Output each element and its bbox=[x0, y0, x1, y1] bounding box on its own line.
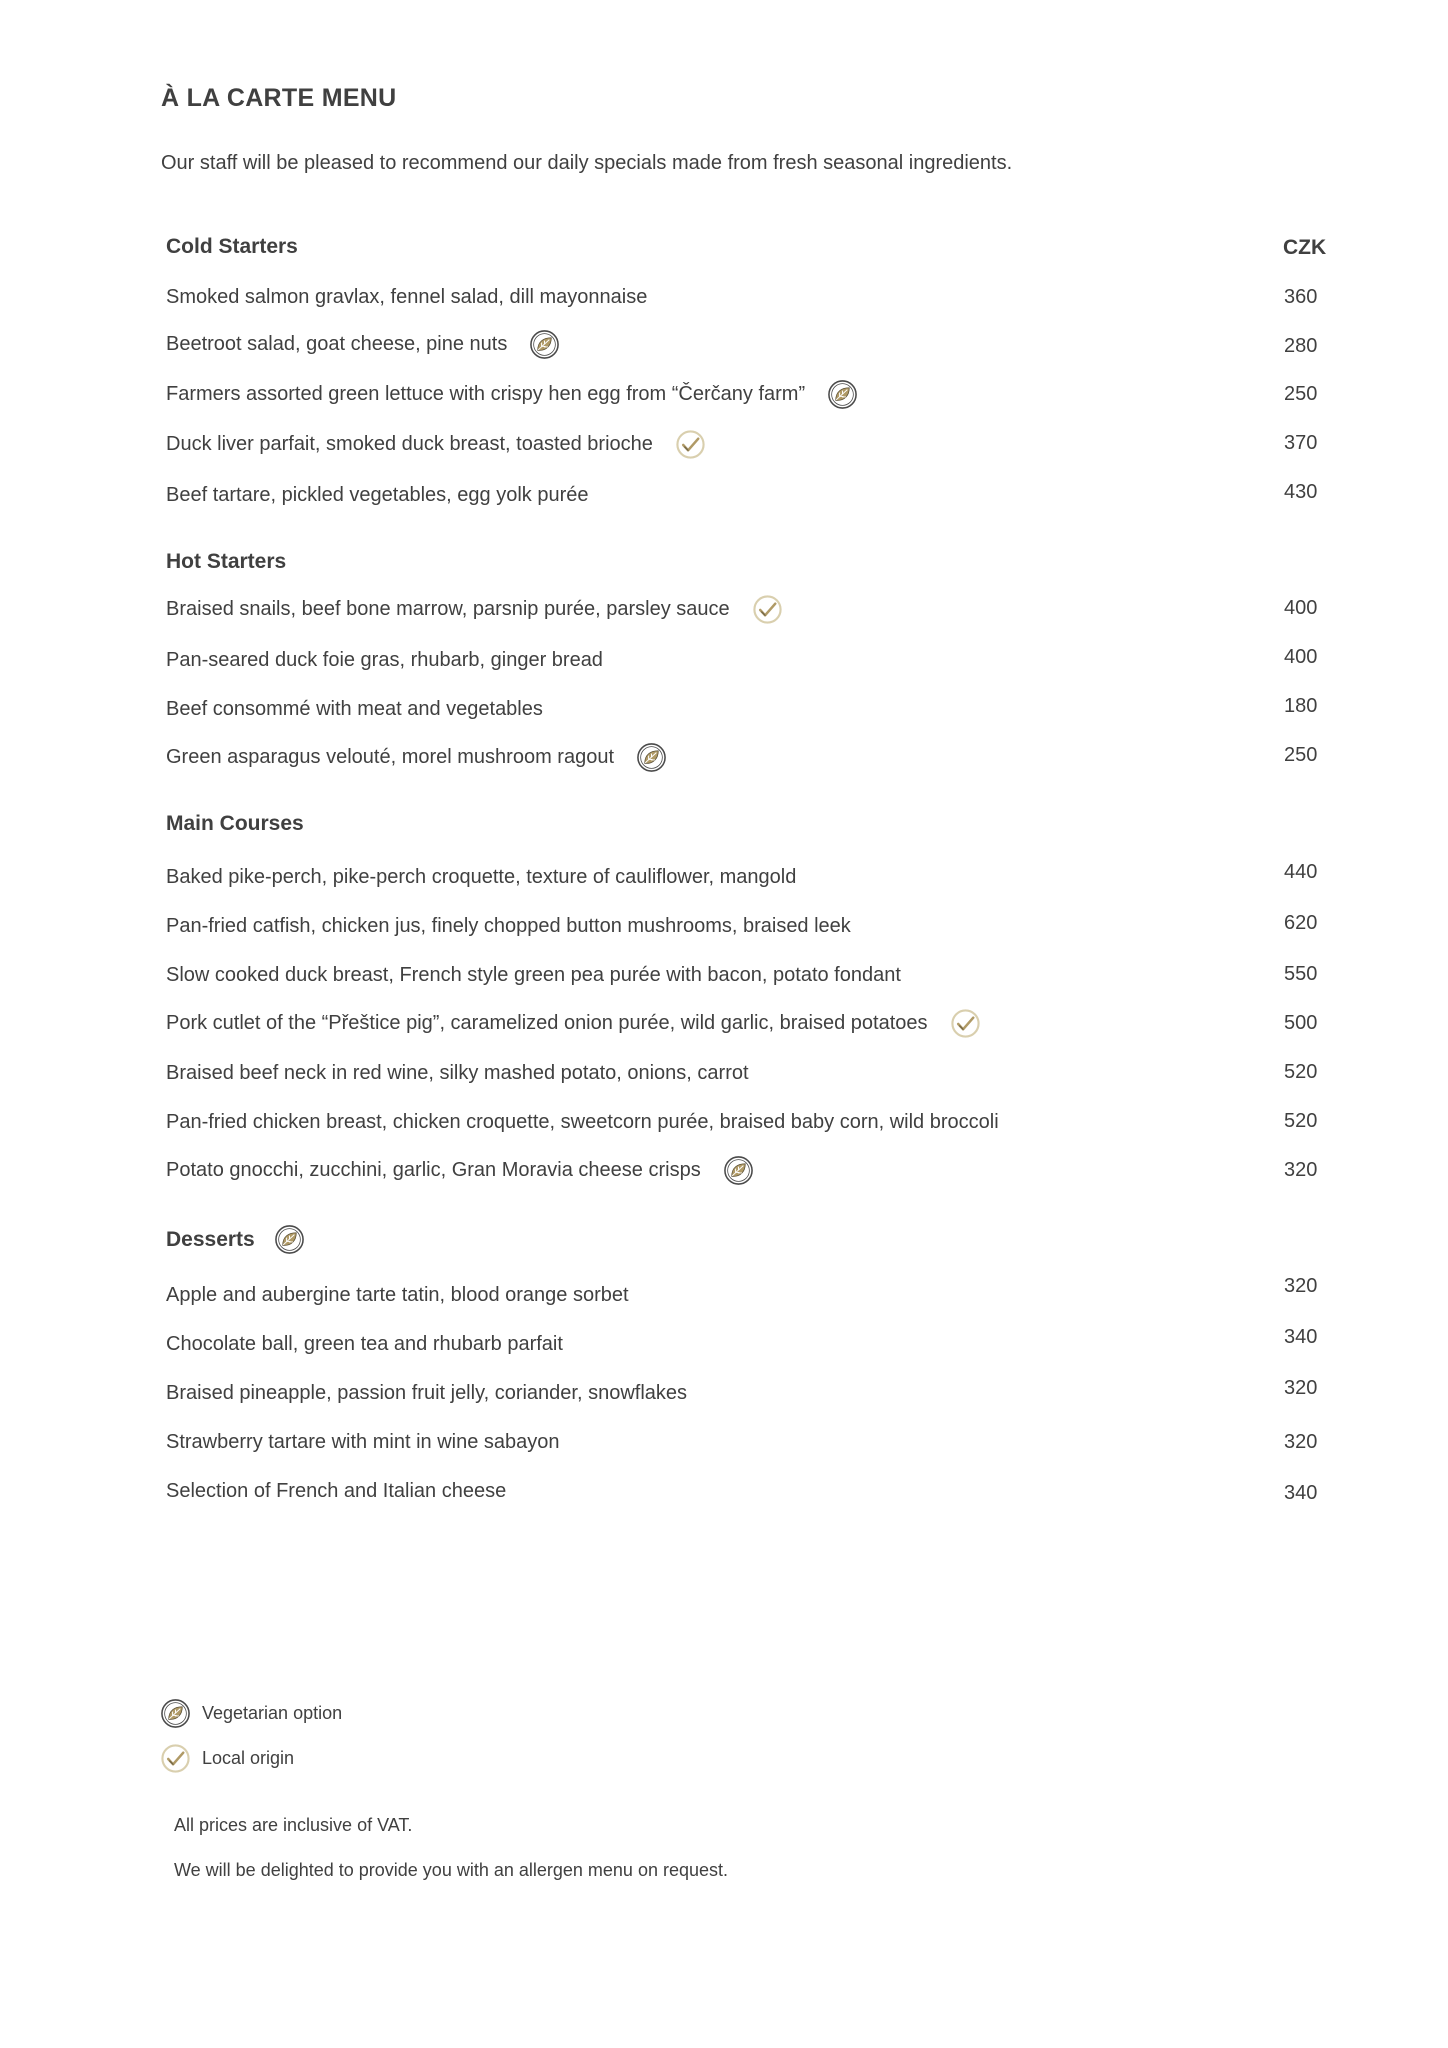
menu-item-price: 250 bbox=[1284, 744, 1318, 766]
menu-item-name: Chocolate ball, green tea and rhubarb parfait bbox=[166, 1333, 563, 1355]
leaf-icon bbox=[723, 1155, 754, 1186]
menu-item-price: 340 bbox=[1284, 1482, 1318, 1504]
check-icon bbox=[950, 1008, 981, 1039]
intro-text: Our staff will be pleased to recommend our daily specials made from fresh seasonal ingredients. bbox=[161, 152, 1013, 174]
menu-item-name: Green asparagus velouté, morel mushroom ragout bbox=[166, 746, 615, 768]
menu-item bbox=[166, 1155, 754, 1186]
menu-item-name: Braised snails, beef bone marrow, parsnip purée, parsley sauce bbox=[166, 598, 730, 620]
menu-item-name: Beef consommé with meat and vegetables bbox=[166, 698, 543, 720]
menu-item-price: 320 bbox=[1284, 1377, 1318, 1399]
menu-item-price: 280 bbox=[1284, 335, 1318, 357]
allergen-note: We will be delighted to provide you with an allergen menu on request. bbox=[174, 1860, 729, 1880]
section-heading-main-courses: Main Courses bbox=[166, 812, 304, 835]
menu-item-price: 520 bbox=[1284, 1110, 1318, 1132]
menu-item bbox=[166, 1008, 981, 1039]
legend-local-origin bbox=[160, 1743, 294, 1774]
legend-label: Local origin bbox=[202, 1748, 295, 1768]
menu-item-price: 320 bbox=[1284, 1159, 1318, 1181]
menu-item bbox=[166, 1111, 999, 1134]
menu-item-name: Braised beef neck in red wine, silky mashed potato, onions, carrot bbox=[166, 1062, 749, 1084]
menu-item-name: Beetroot salad, goat cheese, pine nuts bbox=[166, 333, 508, 355]
section-heading-hot-starters: Hot Starters bbox=[166, 550, 287, 573]
leaf-icon bbox=[636, 742, 667, 773]
menu-item-price: 400 bbox=[1284, 646, 1318, 668]
menu-item bbox=[166, 742, 667, 773]
menu-item bbox=[166, 915, 851, 938]
menu-item bbox=[166, 1480, 506, 1503]
menu-item-name: Potato gnocchi, zucchini, garlic, Gran Moravia cheese crisps bbox=[166, 1159, 701, 1181]
leaf-icon bbox=[827, 379, 858, 410]
menu-item bbox=[166, 649, 603, 672]
check-icon bbox=[675, 429, 706, 460]
menu-item-price: 370 bbox=[1284, 432, 1318, 454]
menu-item-price: 440 bbox=[1284, 861, 1318, 883]
menu-item-price: 180 bbox=[1284, 695, 1318, 717]
menu-item-name: Pork cutlet of the “Přeštice pig”, caramelized onion purée, wild garlic, braised potatoes bbox=[166, 1012, 928, 1034]
menu-item-price: 550 bbox=[1284, 963, 1318, 985]
menu-item-price: 520 bbox=[1284, 1061, 1318, 1083]
menu-item-name: Pan-seared duck foie gras, rhubarb, ginger bread bbox=[166, 649, 603, 671]
leaf-icon bbox=[160, 1698, 191, 1729]
menu-item bbox=[166, 484, 588, 507]
menu-item-name: Strawberry tartare with mint in wine sabayon bbox=[166, 1431, 560, 1453]
menu-item-name: Smoked salmon gravlax, fennel salad, dill mayonnaise bbox=[166, 286, 648, 308]
page-title: À LA CARTE MENU bbox=[161, 84, 397, 112]
menu-item-price: 250 bbox=[1284, 383, 1318, 405]
leaf-icon bbox=[274, 1224, 305, 1255]
menu-item bbox=[166, 379, 858, 410]
menu-item bbox=[166, 698, 543, 721]
currency-label: CZK bbox=[1283, 236, 1327, 259]
menu-item bbox=[166, 866, 796, 889]
menu-item-name: Beef tartare, pickled vegetables, egg yolk purée bbox=[166, 484, 589, 506]
menu-item-price: 320 bbox=[1284, 1431, 1318, 1453]
menu-item-price: 620 bbox=[1284, 912, 1318, 934]
menu-item bbox=[166, 286, 647, 309]
menu-item bbox=[166, 594, 783, 625]
legend-label: Vegetarian option bbox=[202, 1703, 343, 1723]
menu-item-name: Apple and aubergine tarte tatin, blood orange sorbet bbox=[166, 1284, 629, 1306]
menu-item-name: Selection of French and Italian cheese bbox=[166, 1480, 507, 1502]
menu-item bbox=[166, 1333, 563, 1356]
menu-item-name: Baked pike-perch, pike-perch croquette, texture of cauliflower, mangold bbox=[166, 866, 797, 888]
menu-item-price: 360 bbox=[1284, 286, 1318, 308]
menu-item-price: 340 bbox=[1284, 1326, 1318, 1348]
menu-item bbox=[166, 429, 706, 460]
menu-item bbox=[166, 329, 560, 360]
menu-item-name: Slow cooked duck breast, French style green pea purée with bacon, potato fondant bbox=[166, 964, 901, 986]
check-icon bbox=[752, 594, 783, 625]
menu-item-price: 320 bbox=[1284, 1275, 1318, 1297]
menu-item bbox=[166, 1431, 560, 1454]
section-heading-cold-starters: Cold Starters bbox=[166, 235, 298, 258]
menu-item-name: Pan-fried catfish, chicken jus, finely chopped button mushrooms, braised leek bbox=[166, 915, 851, 937]
leaf-icon bbox=[529, 329, 560, 360]
menu-item-price: 430 bbox=[1284, 481, 1318, 503]
menu-item bbox=[166, 1062, 749, 1085]
check-icon bbox=[160, 1743, 191, 1774]
menu-item-name: Duck liver parfait, smoked duck breast, toasted brioche bbox=[166, 433, 653, 455]
legend-vegetarian bbox=[160, 1698, 342, 1729]
vat-note: All prices are inclusive of VAT. bbox=[174, 1815, 413, 1835]
menu-item bbox=[166, 1382, 687, 1405]
menu-item bbox=[166, 1284, 629, 1307]
menu-item-name: Farmers assorted green lettuce with crispy hen egg from “Čerčany farm” bbox=[166, 383, 806, 405]
menu-item bbox=[166, 964, 901, 987]
section-heading-desserts: Desserts bbox=[166, 1224, 305, 1255]
menu-item-price: 500 bbox=[1284, 1012, 1318, 1034]
menu-item-name: Pan-fried chicken breast, chicken croquette, sweetcorn purée, braised baby corn, wild broccoli bbox=[166, 1111, 999, 1133]
menu-item-price: 400 bbox=[1284, 597, 1318, 619]
menu-item-name: Braised pineapple, passion fruit jelly, coriander, snowflakes bbox=[166, 1382, 688, 1404]
